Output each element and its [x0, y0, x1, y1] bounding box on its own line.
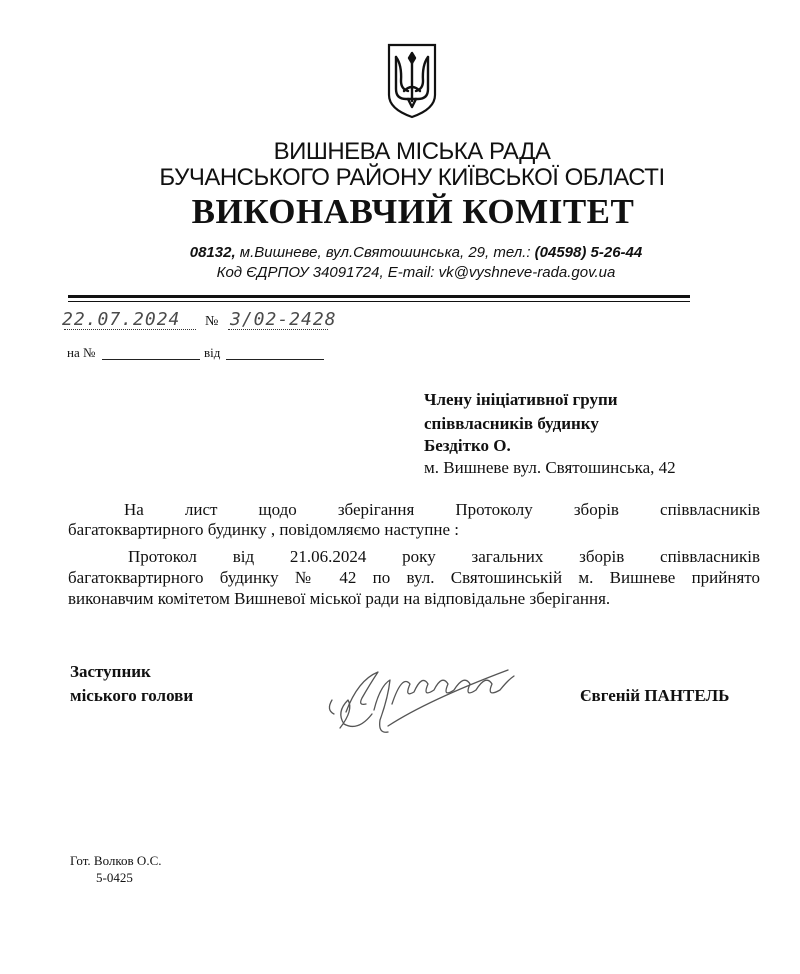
signatory-position-line1: Заступник	[70, 662, 151, 681]
incoming-number-line	[102, 359, 200, 360]
recipient-address: м. Вишневе вул. Святошинська, 42	[424, 458, 676, 477]
paragraph2-line2: багатоквартирного будинку № 42 по вул. Святошинській м. Вишневе прийнято	[68, 568, 760, 587]
incoming-date-line	[226, 359, 324, 360]
registration-number-sign: №	[205, 314, 219, 329]
org-name-line2: БУЧАНСЬКОГО РАЙОНУ КИЇВСЬКОЇ ОБЛАСТІ	[159, 164, 665, 191]
address-line2: Код ЄДРПОУ 34091724, E-mail: vk@vyshneve-rada.gov.ua	[216, 264, 616, 281]
header-rule-thin	[68, 301, 690, 302]
header-rule-thick	[68, 295, 690, 298]
address-phone: (04598) 5-26-44	[534, 244, 643, 261]
recipient-line2: співвласників будинку	[424, 414, 599, 433]
signatory-position-line2: міського голови	[70, 686, 194, 705]
recipient-name: Бездітко О.	[424, 436, 511, 455]
incoming-number-label: на №	[67, 345, 96, 360]
org-name-line1: ВИШНЕВА МІСЬКА РАДА	[273, 138, 551, 165]
registration-number: 3/02-2428	[230, 309, 337, 330]
prepared-by: Гот. Волков О.С.	[70, 853, 162, 868]
exec-committee-title: ВИКОНАВЧИЙ КОМІТЕТ	[191, 192, 635, 231]
recipient-line1: Члену ініціативної групи	[424, 390, 618, 409]
address-street: м.Вишневе, вул.Святошинська, 29, тел.:	[235, 244, 535, 261]
address-line1	[0, 244, 800, 261]
prepared-by-phone: 5-0425	[96, 870, 133, 885]
paragraph1-line2: багатоквартирного будинку , повідомляємо наступне :	[68, 520, 459, 539]
handwritten-signature	[318, 640, 528, 745]
paragraph2-line3: виконавчим комітетом Вишневої міської ради на відповідальне зберігання.	[68, 589, 611, 608]
registration-date: 22.07.2024	[62, 309, 181, 330]
signatory-name: Євгеній ПАНТЕЛЬ	[580, 686, 730, 705]
address-postcode: 08132,	[189, 244, 236, 261]
incoming-date-label: від	[204, 345, 221, 360]
paragraph2-line1: Протокол від 21.06.2024 року загальних зборів співвласників	[128, 547, 760, 566]
registration-number-line	[228, 329, 328, 330]
registration-date-line	[64, 329, 196, 330]
paragraph1-line1: На лист щодо зберігання Протоколу зборів співвласників	[124, 500, 760, 519]
coat-of-arms-icon	[386, 43, 438, 119]
